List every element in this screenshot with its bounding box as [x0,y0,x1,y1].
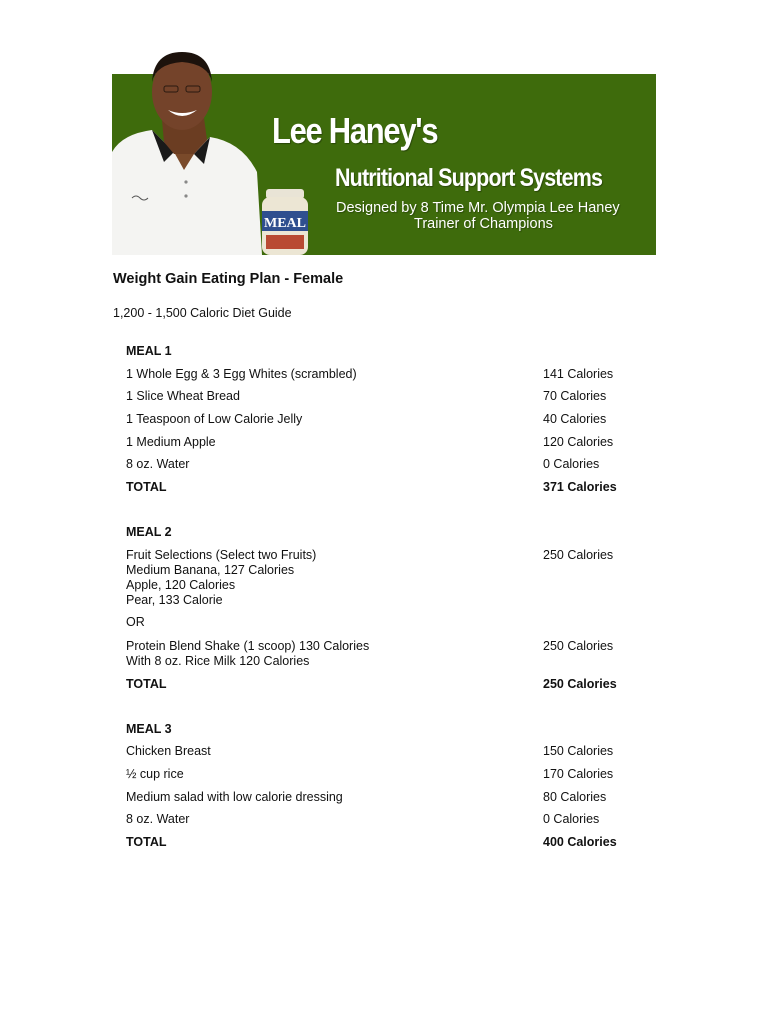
lee-haney-photo [112,42,272,255]
meal-jar-image [260,189,310,255]
banner-title: Lee Haney's [272,110,438,151]
header-banner [112,74,656,255]
svg-text:MEAL: MEAL [264,216,306,231]
banner-tagline: Designed by 8 Time Mr. Olympia Lee Haney [336,200,620,216]
page-subtitle: 1,200 - 1,500 Caloric Diet Guide [113,306,292,320]
banner-subtitle: Nutritional Support Systems [335,164,603,192]
page-title: Weight Gain Eating Plan - Female [113,271,344,287]
banner-tagline-2: Trainer of Champions [414,216,553,232]
